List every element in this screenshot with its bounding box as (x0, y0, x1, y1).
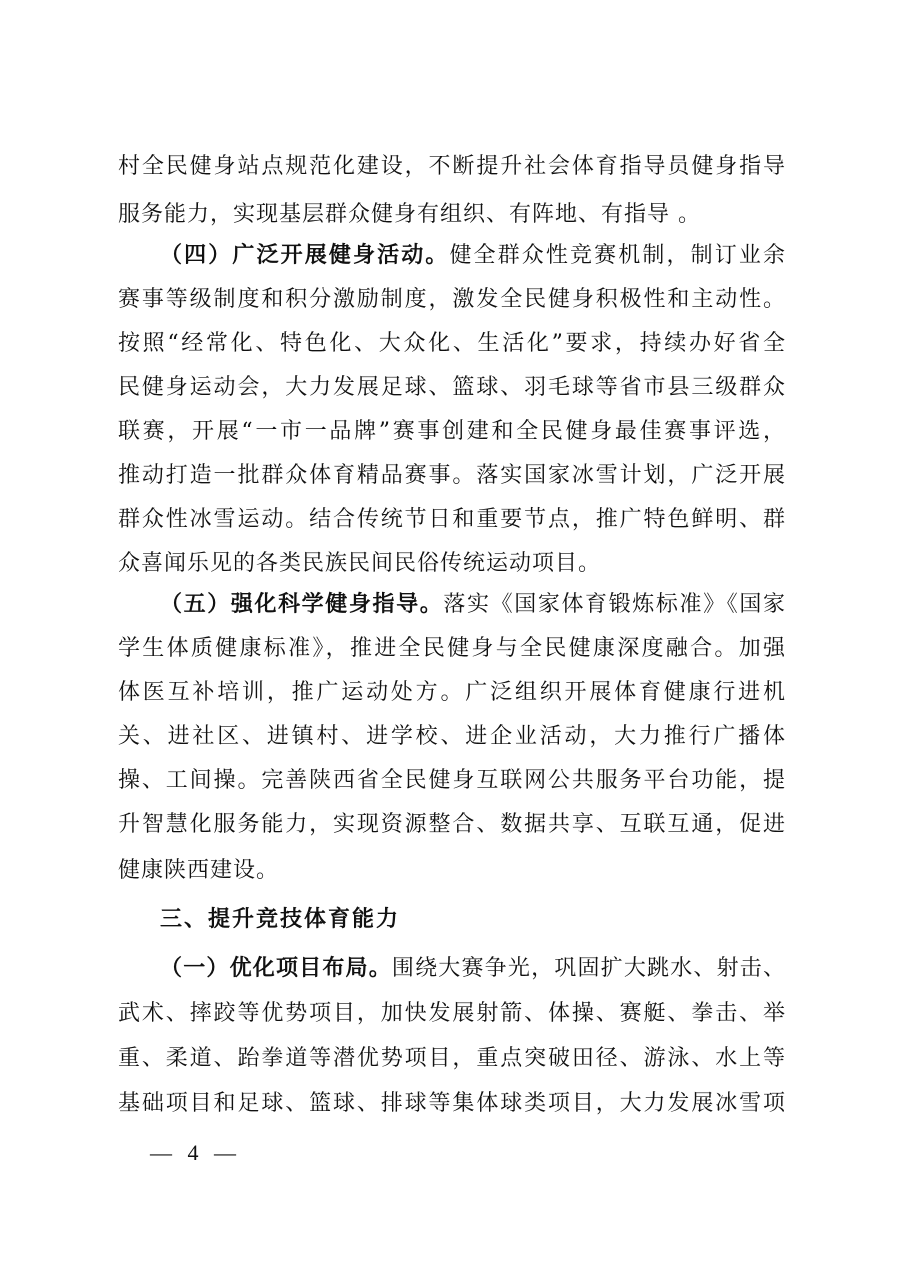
paragraph-line: 学生体质健康标准》，推进全民健身与全民健康深度融合。加强 (118, 636, 786, 661)
paragraph-lead: （一）优化项目布局。 (160, 956, 392, 981)
paragraph-line: 推动打造一批群众体育精品赛事。落实国家冰雪计划，广泛开展 (118, 463, 786, 488)
paragraph-line: 众喜闻乐见的各类民族民间民俗传统运动项目。 (118, 551, 602, 576)
paragraph-line: 关、进社区、进镇村、进学校、进企业活动，大力推行广播体 (118, 724, 786, 749)
paragraph-line: 赛事等级制度和积分激励制度，激发全民健身积极性和主动性。 (118, 287, 786, 312)
paragraph-line: 基础项目和足球、篮球、排球等集体球类项目，大力发展冰雪项 (118, 1091, 786, 1116)
paragraph-line: 群众性冰雪运动。结合传统节日和重要节点，推广特色鲜明、群 (118, 507, 786, 532)
paragraph-lead: （四）广泛开展健身活动。 (160, 243, 450, 268)
paragraph-line: 按照“经常化、特色化、大众化、生活化”要求，持续办好省全 (118, 331, 786, 356)
section-heading: 三、提升竞技体育能力 (160, 907, 401, 932)
paragraph-first-line (160, 241, 786, 271)
paragraph-text: 健全群众性竞赛机制，制订业余 (449, 243, 786, 268)
page-number: 4 (187, 1140, 199, 1165)
paragraph-text: 落实《国家体育锻炼标准》《国家 (443, 592, 786, 617)
footer-dash-left: — (150, 1140, 172, 1165)
paragraph-line: 村全民健身站点规范化建设，不断提升社会体育指导员健身指导 (118, 154, 786, 179)
paragraph-first-line (160, 954, 786, 984)
paragraph-line: 体医互补培训，推广运动处方。广泛组织开展体育健康行进机 (118, 680, 786, 705)
paragraph-line: 民健身运动会，大力发展足球、篮球、羽毛球等省市县三级群众 (118, 375, 786, 400)
paragraph-line: 健康陕西建设。 (118, 858, 280, 883)
paragraph-line: 服务能力，实现基层群众健身有组织、有阵地、有指导 。 (118, 202, 701, 227)
paragraph-lead: （五）强化科学健身指导。 (160, 592, 444, 617)
paragraph-line: 操、工间操。完善陕西省全民健身互联网公共服务平台功能，提 (118, 768, 786, 793)
paragraph-line: 武术、摔跤等优势项目，加快发展射箭、体操、赛艇、拳击、举 (118, 1001, 786, 1026)
paragraph-text: 围绕大赛争光，巩固扩大跳水、射击、 (391, 956, 786, 981)
paragraph-first-line (160, 590, 786, 620)
paragraph-line: 重、柔道、跆拳道等潜优势项目，重点突破田径、游泳、水上等 (118, 1046, 786, 1071)
footer-dash-right: — (214, 1140, 236, 1165)
paragraph-line: 升智慧化服务能力，实现资源整合、数据共享、互联互通，促进 (118, 812, 786, 837)
page-footer (150, 1138, 236, 1168)
paragraph-line: 联赛，开展“一市一品牌”赛事创建和全民健身最佳赛事评选， (118, 419, 786, 444)
